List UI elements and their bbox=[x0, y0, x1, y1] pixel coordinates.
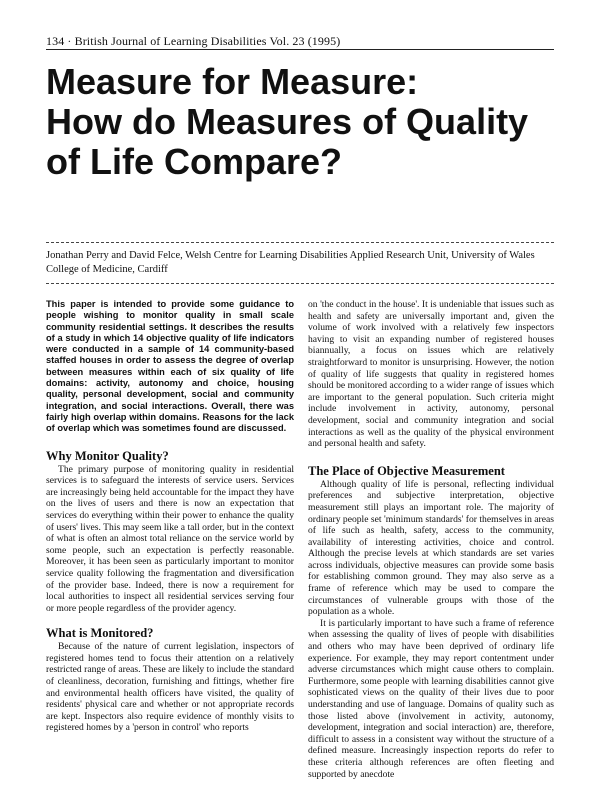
section-text: The primary purpose of monitoring quality in residential services is to safeguard the interests of service users. Services are increasingly being held accountable for the impact they have on the lives of users and there is now an expectation that services do everything within their power to enhance the quality of users' lives. This may seem like a tall order, but in the context of what is often an almost total reliance on the service world by some people, such an expectation is perfectly reasonable. Moreover, it has been seen as particularly important to monitor service quality following the fragmentation and diversification of the provider base. Indeed, there is now a requirement for local authorities to inspect all residential services serving four or more people regardless of the provider agency. bbox=[46, 463, 294, 614]
header-rule bbox=[46, 49, 554, 50]
section-heading-why-monitor: Why Monitor Quality? bbox=[46, 448, 169, 463]
left-column bbox=[46, 299, 294, 734]
divider-top bbox=[46, 242, 554, 243]
section-text: Because of the nature of current legislation, inspectors of registered homes tend to focus their attention on a relatively restricted range of areas. These are likely to include the standard of cleanliness, decoration, furnishing and fittings, whether fire and environmental health officers have visited, the quality of residents' physical care and whether or not appropriate records are kept. Inspectors also require evidence of monthly visits to registered homes by a 'person in control' who reports bbox=[46, 641, 294, 734]
right-column bbox=[308, 299, 554, 780]
divider-bottom bbox=[46, 283, 554, 284]
running-head: 134 · British Journal of Learning Disabilities Vol. 23 (1995) bbox=[46, 34, 341, 48]
section-heading-what-monitored: What is Monitored? bbox=[46, 626, 154, 641]
abstract: This paper is intended to provide some guidance to people wishing to monitor quality in small scale community residential settings. It describes the results of a study in which 14 objective quality of life indicators were conducted in a sample of 14 community-based staffed houses in order to assess the degree of overlap between measures within each of six quality of life domains: activity, autonomy and choice, housing quality, personal development, social and community integration, and social interactions. Overall, there was fairly high overlap within domains. Reasons for the lack of overlap which was sometimes found are discussed. bbox=[46, 299, 294, 434]
title-line: of Life Compare? bbox=[46, 141, 343, 182]
author-affiliation: Jonathan Perry and David Felce, Welsh Centre for Learning Disabilities Applied Research Unit, University of Wales College of Medicine, Cardiff bbox=[46, 250, 535, 275]
section-text: Although quality of life is personal, reflecting individual preferences and subjective interpretation, objective measurement still plays an important role. The majority of ordinary people set 'minimum standards' for themselves in areas of life such as health, safety, access to the community, availability of interesting activities, choice and control. Although the precise levels at which standards are set varies across individuals, objective measures can provide some basis for establishing common ground. They may also serve as a frame of reference which may be used to compare the circumstances of vulnerable groups with those of the population as a whole. bbox=[308, 478, 554, 618]
article-title bbox=[46, 62, 566, 182]
section-heading-objective-measurement: The Place of Objective Measurement bbox=[308, 463, 505, 478]
title-line: Measure for Measure: bbox=[46, 61, 419, 102]
title-line: How do Measures of Quality bbox=[46, 101, 529, 142]
section-text: It is particularly important to have such a frame of reference when assessing the quality of lives of people with disabilities and others who may have been deprived of ordinary life experience. For example, they may report contentment under adverse circumstances which might cause others to complain. Furthermore, some people with learning disabilities cannot give sophisticated views on the quality of their lives due to poor understanding and use of language. Domains of quality such as those listed above (involvement in activity, autonomy, development, integration and social interaction) are, therefore, difficult to assess in a consistent way without the structure of a defined measure. Increasingly inspection reports do refer to these criteria although references are often fleeting and supported by anecdote bbox=[308, 617, 554, 780]
continuation-text: on 'the conduct in the house'. It is undeniable that issues such as health and safety are universally important and, given the volume of work involved with a relatively few inspectors having to visit an expanding number of registered houses biannually, a focus on issues which are relatively straightforward to monitor is unsurprising. However, the notion of quality of life suggests that quality in registered homes should be monitored according to a wider range of issues which are important to the general population. Such criteria might include involvement in activity, autonomy, personal development, social and community integration and social interactions as well as the quality of the physical environment and personal health and safety. bbox=[308, 299, 554, 450]
